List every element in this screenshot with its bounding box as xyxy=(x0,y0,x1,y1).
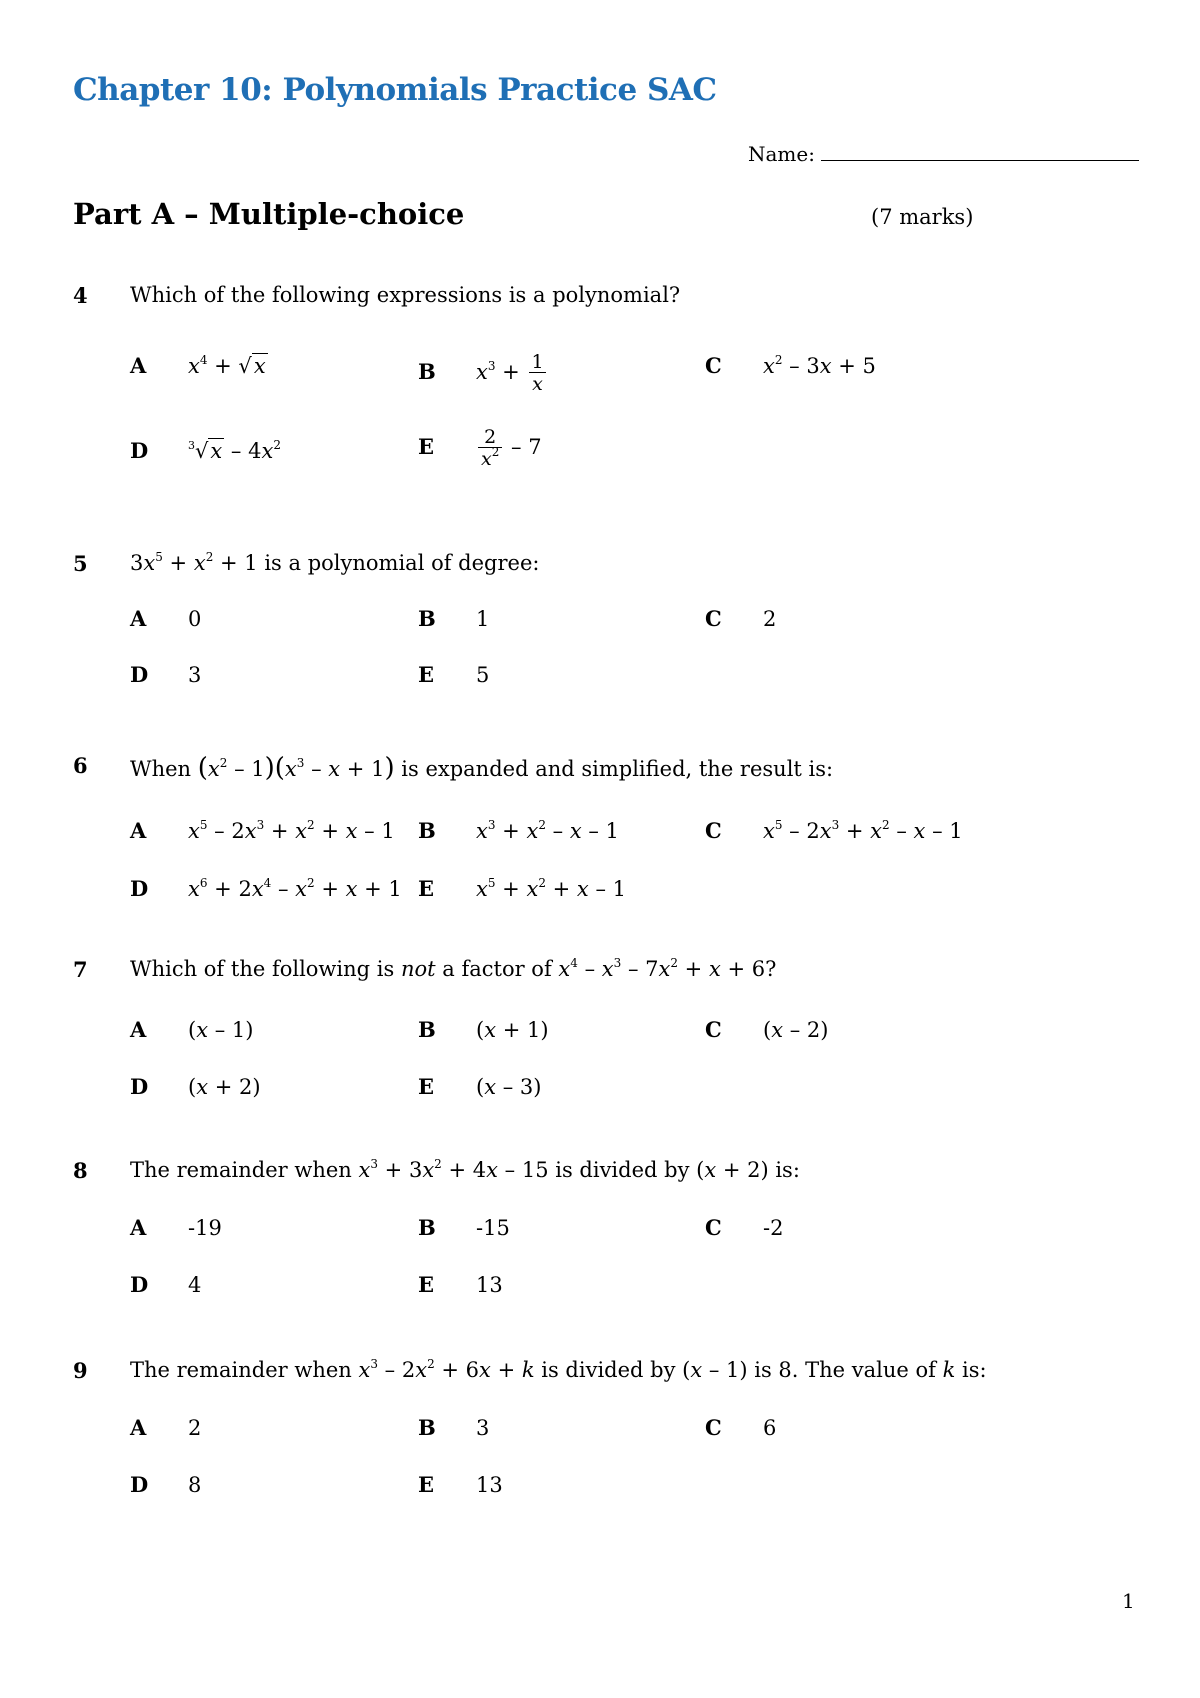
option-value: -19 xyxy=(188,1216,222,1240)
option-b: B 3 xyxy=(418,1415,490,1440)
question-number: 7 xyxy=(73,957,88,982)
option-value: -2 xyxy=(763,1216,784,1240)
option-value: 2 xyxy=(188,1416,202,1440)
option-b: B 1 xyxy=(418,606,490,631)
option-letter: D xyxy=(130,438,149,463)
option-value: $x^4 + √x$ xyxy=(188,353,266,378)
question-text: When $(x^2 - 1)(x^3 - x + 1)$ is expanded and simplified, the result is: xyxy=(130,753,834,783)
option-value: $^3√x - 4x^2$ xyxy=(188,438,281,463)
option-e: E 13 xyxy=(418,1272,503,1297)
name-blank-line xyxy=(821,142,1139,161)
option-a: A 2 xyxy=(130,1415,202,1440)
option-a: A (x – 1) xyxy=(130,1017,254,1042)
option-value: 4 xyxy=(188,1273,202,1297)
option-a: A $x^5 - 2x^3 + x^2 + x - 1$ xyxy=(130,818,395,843)
option-b xyxy=(418,353,549,394)
option-value: 0 xyxy=(188,607,202,631)
option-letter: C xyxy=(705,353,722,378)
question-number: 9 xyxy=(73,1358,88,1383)
option-value: (x – 1) xyxy=(188,1018,254,1042)
option-d: D 3 xyxy=(130,662,202,687)
option-a xyxy=(130,353,268,378)
option-value: (x + 2) xyxy=(188,1075,261,1099)
part-heading: Part A – Multiple-choice xyxy=(73,197,465,231)
question-text: $3x^5 + x^2 + 1$ is a polynomial of degree: xyxy=(130,550,540,575)
option-value: 3 xyxy=(476,1416,490,1440)
option-d: D $x^6 + 2x^4 - x^2 + x + 1$ xyxy=(130,876,402,901)
option-a: A 0 xyxy=(130,606,202,631)
option-value: $x^5 + x^2 + x - 1$ xyxy=(476,876,626,901)
option-value: -15 xyxy=(476,1216,510,1240)
option-value: 3 xyxy=(188,663,202,687)
question-expression: $x^3 + 3x^2 + 4x - 15$ xyxy=(358,1157,549,1182)
option-value: (x – 2) xyxy=(763,1018,829,1042)
option-c: C 2 xyxy=(705,606,777,631)
name-field xyxy=(748,142,1139,166)
option-e: E 5 xyxy=(418,662,490,687)
option-letter: E xyxy=(418,434,435,459)
option-value: 5 xyxy=(476,663,490,687)
option-value: 1 xyxy=(476,607,490,631)
question-expression: $x^3 - 2x^2 + 6x + k$ xyxy=(358,1357,535,1382)
option-c: C $x^5 - 2x^3 + x^2 - x - 1$ xyxy=(705,818,963,843)
option-e: E $x^5 + x^2 + x - 1$ xyxy=(418,876,626,901)
option-value: $x^3 + x^2 - x - 1$ xyxy=(476,818,619,843)
option-d xyxy=(130,438,281,463)
page-number: 1 xyxy=(1122,1589,1135,1613)
option-c: C -2 xyxy=(705,1215,784,1240)
option-d: D 8 xyxy=(130,1472,202,1497)
option-value: 8 xyxy=(188,1473,202,1497)
option-value: (x + 1) xyxy=(476,1018,549,1042)
option-d: D 4 xyxy=(130,1272,202,1297)
question-expression: $3x^5 + x^2 + 1$ xyxy=(130,550,258,575)
question-text: Which of the following expressions is a polynomial? xyxy=(130,283,681,307)
option-value: $x^5 - 2x^3 + x^2 + x - 1$ xyxy=(188,818,395,843)
option-a: A -19 xyxy=(130,1215,222,1240)
option-b: B (x + 1) xyxy=(418,1017,549,1042)
question-expression: $(x^2 - 1)(x^3 - x + 1)$ xyxy=(197,753,395,783)
option-d: D (x + 2) xyxy=(130,1074,261,1099)
question-number: 6 xyxy=(73,753,88,778)
option-value: 13 xyxy=(476,1273,503,1297)
question-number: 8 xyxy=(73,1158,88,1183)
option-b: B -15 xyxy=(418,1215,510,1240)
option-c xyxy=(705,353,876,378)
question-expression: $x^4 - x^3 - 7x^2 + x + 6$ xyxy=(558,956,766,981)
question-text: The remainder when $x^3 - 2x^2 + 6x + k$ is divided by (x – 1) is 8. The value of k is: xyxy=(130,1357,987,1382)
option-value: $x^2 - 3x + 5$ xyxy=(763,353,876,378)
option-b: B $x^3 + x^2 - x - 1$ xyxy=(418,818,619,843)
name-label: Name: xyxy=(748,142,815,166)
option-value: (x – 3) xyxy=(476,1075,542,1099)
question-number: 4 xyxy=(73,283,88,308)
question-text: Which of the following is not a factor of $x^4 - x^3 - 7x^2 + x + 6$? xyxy=(130,956,777,981)
option-c: C (x – 2) xyxy=(705,1017,829,1042)
option-e: E (x – 3) xyxy=(418,1074,542,1099)
option-value: 2 xyxy=(763,607,777,631)
option-value: $x^3$ + $\frac{1}{x}$ xyxy=(476,353,549,394)
option-letter: A xyxy=(130,353,147,378)
question-text: The remainder when $x^3 + 3x^2 + 4x - 15$ is divided by (x + 2) is: xyxy=(130,1157,800,1182)
marks-label: (7 marks) xyxy=(871,205,974,229)
option-value: $\frac{2}{x^2}$ – 7 xyxy=(476,428,542,469)
question-number: 5 xyxy=(73,551,88,576)
option-value: 6 xyxy=(763,1416,777,1440)
option-letter: B xyxy=(418,359,436,384)
option-e xyxy=(418,428,542,469)
option-value: $x^5 - 2x^3 + x^2 - x - 1$ xyxy=(763,818,963,843)
option-e: E 13 xyxy=(418,1472,503,1497)
option-value: $x^6 + 2x^4 - x^2 + x + 1$ xyxy=(188,876,402,901)
page-title: Chapter 10: Polynomials Practice SAC xyxy=(73,72,717,108)
option-value: 13 xyxy=(476,1473,503,1497)
option-c: C 6 xyxy=(705,1415,777,1440)
